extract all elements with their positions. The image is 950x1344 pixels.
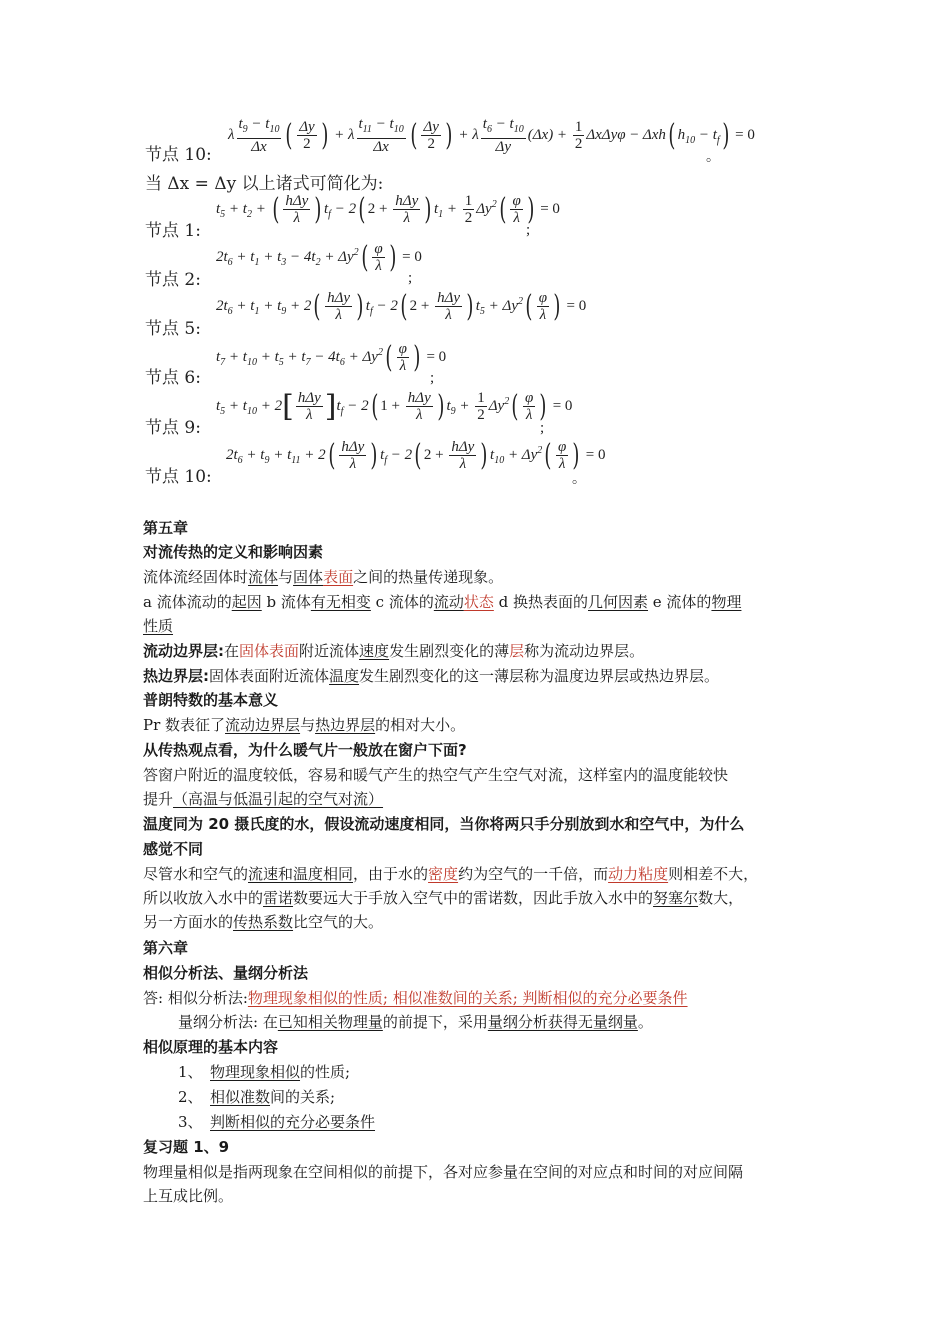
review-answer-line-1: 物理量相似是指两现象在空间相似的前提下，各对应参量在空间的对应点和时间的对应间隔	[143, 1163, 744, 1181]
answer-4-line-1: 尽管水和空气的流速和温度相同，由于水的密度约为空气的一千倍，而动力粘度则相差不大，	[143, 865, 759, 883]
equation-node-6: $t_7 + t_{10} + t_5 + t_7 - 4t_6 + \Delta y^2$( $\frac{\varphi}{\lambda}$ ) = 0	[216, 340, 447, 375]
principle-item-2: 2、 相似准数间的关系;	[178, 1088, 336, 1106]
influence-factors-cont: 性质	[143, 617, 174, 635]
equation-node-10-full: λ $\frac{t_9 - t_{10}}{\Delta x}$ ( $\frac{\Delta y}{2}$ ) + λ $\frac{t_{11} - t_{10}}{\Delta x}$ ( $\frac{\Delta y}{2}$ ) + λ $\frac{t_6 - t_{10}}{\Delta y}$ (Δx) + $\frac{1}{2}$ ΔxΔyφ − Δxh( $h_{10} - t_f) = 0$	[228, 116, 755, 155]
ch5-question-4-line-2: 感觉不同	[143, 840, 204, 858]
chapter-5-title: 第五章	[143, 519, 189, 537]
node-6-label: 节点 6:	[145, 368, 201, 388]
influence-factors: a 流体流动的起因 b 流体有无相变 c 流体的流动状态 d 换热表面的几何因素 e 流体的物理	[143, 593, 742, 611]
review-answer-line-2: 上互成比例。	[143, 1187, 234, 1205]
node-10-label: 节点 10:	[145, 145, 212, 165]
node-1-label: 节点 1:	[145, 221, 201, 241]
ch6-question-1: 相似分析法、量纲分析法	[143, 964, 309, 982]
answer-3-line-2: 提升（高温与低温引起的空气对流）	[143, 790, 384, 808]
ch6-question-2: 相似原理的基本内容	[143, 1038, 279, 1056]
equation-node-9: $t_5 + t_{10} + 2$[ $\frac{\text{hΔy}}{\lambda}$ ]$t_f - 2$( 1 + $\frac{\text{hΔy}}{\lambda}$ ) $t_9$ + $\frac{1}{2}$ $\Delta y^2$( $\frac{\varphi}{\lambda}$ ) = 0	[216, 389, 573, 424]
ch5-question-1: 对流传热的定义和影响因素	[143, 543, 324, 561]
document-page: 节点 10: λ $\frac{t_9 - t_{10}}{\Delta x}$ ( $\frac{\Delta y}{2}$ ) + λ $\frac{t_{11} - t_{10}}{\Delta x}$ ( $\frac{\Delta y}{2}$ ) + λ $\frac{t_6 - t_{10}}{\Delta y}$ (Δx) + $\frac{1}{2}$ ΔxΔyφ − Δxh( $h_{10} - t_f) = 0$ 。 当 Δx = Δy 以上诸式可简化为: 节点 1: $t_5 + t_2$ + ( $\frac{\text{hΔy}}{\lambda}$ ) $t_f - 2$( 2 + $\frac{\text{hΔy}}{\lambda}$ ) $t_1$ + $\frac{1}{2}$ $\Delta y^2$( $\frac{\varphi}{\lambda}$ ) = 0 ; 节点 2: $2t_6 + t_1 + t_3 - 4t_2 + \Delta y^2$( $\frac{\varphi}{\lambda}$ ) = 0 ; 节点 5: $2t_6 + t_1 + t_9 + 2$( $\frac{\text{hΔy}}{\lambda}$ ) $t_f - 2$( 2 + $\frac{\text{hΔy}}{\lambda}$ ) $t_5 + \Delta y^2$( $\frac{\varphi}{\lambda}$ ) = 0 节点 6: $t_7 + t_{10} + t_5 + t_7 - 4t_6 + \Delta y^2$( $\frac{\varphi}{\lambda}$ ) = 0 ; 节点 9: $t_5 + t_{10} + 2$[ $\frac{\text{hΔy}}{\lambda}$ ]$t_f - 2$( 1 + $\frac{\text{hΔy}}{\lambda}$ ) $t_9$ + $\frac{1}{2}$ $\Delta y^2$( $\frac{\varphi}{\lambda}$ ) = 0 ; 节点 10: $2t_6 + t_9 + t_{11} + 2$( $\frac{\text{hΔy}}{\lambda}$ ) $t_f - 2$( 2 + $\frac{\text{hΔy}}{\lambda}$ ) $t_{10} + \Delta y^2$( $\frac{\varphi}{\lambda}$ ) = 0 。 第五章 对流传热的定义和影响因素 流体流经固体时流体与固体表面之间的热量传递现象。 a 流体流动的起因 b 流体有无相变 c 流体的流动状态 d 换热表面的几何因素 e 流体的物理 性质 流动边界层:在固体表面附近流体速度发生剧烈变化的薄层称为流动边界层。 热边界层:固体表面附近流体温度发生剧烈变化的这一薄层称为温度边界层或热边界层。 普朗特数的基本意义 Pr 数表征了流动边界层与热边界层的相对大小。 从传热观点看，为什么暖气片一般放在窗户下面? 答窗户附近的温度较低，容易和暖气产生的热空气产生空气对流，这样室内的温度能较快 提升（高温与低温引起的空气对流） 温度同为 20 摄氏度的水，假设流动速度相同，当你将两只手分别放到水和空气中，为什么 感觉不同 尽管水和空气的流速和温度相同，由于水的密度约为空气的一千倍，而动力粘度则相差不大， 所以收放入水中的雷诺数要远大于手放入空气中的雷诺数，因此手放入水中的努塞尔数大， 另一方面水的传热系数比空气的大。 第六章 相似分析法、量纲分析法 答: 相似分析法:物理现象相似的性质; 相似准数间的关系; 判断相似的充分必要条件 量纲分析法: 在已知相关物理量的前提下，采用量纲分析获得无量纲量。 相似原理的基本内容 1、 物理现象相似的性质; 2、 相似准数间的关系; 3、 判断相似的充分必要条件 复习题 1、9 物理量相似是指两现象在空间相似的前提下，各对应参量在空间的对应点和时间的对应间隔 上互成比例。	[0, 0, 950, 1344]
principle-item-3: 3、 判断相似的充分必要条件	[178, 1113, 376, 1131]
thermal-boundary-layer: 热边界层:固体表面附近流体温度发生剧烈变化的这一薄层称为温度边界层或热边界层。	[143, 667, 720, 685]
equation-node-10-simplified: $2t_6 + t_9 + t_{11} + 2$( $\frac{\text{hΔy}}{\lambda}$ ) $t_f - 2$( 2 + $\frac{\text{hΔy}}{\lambda}$ ) $t_{10} + \Delta y^2$( $\frac{\varphi}{\lambda}$ ) = 0	[226, 438, 606, 473]
node-2-label: 节点 2:	[145, 270, 201, 290]
ch5-question-2: 普朗特数的基本意义	[143, 691, 279, 709]
ch5-question-4-line-1: 温度同为 20 摄氏度的水，假设流动速度相同，当你将两只手分别放到水和空气中，为什么	[143, 815, 745, 833]
answer-4-line-2: 所以收放入水中的雷诺数要远大于手放入空气中的雷诺数，因此手放入水中的努塞尔数大，	[143, 889, 744, 907]
simplify-note: 当 Δx = Δy 以上诸式可简化为:	[145, 174, 384, 194]
convection-definition: 流体流经固体时流体与固体表面之间的热量传递现象。	[143, 568, 504, 586]
prandtl-meaning: Pr 数表征了流动边界层与热边界层的相对大小。	[143, 716, 466, 734]
equation-node-2: $2t_6 + t_1 + t_3 - 4t_2 + \Delta y^2$( $\frac{\varphi}{\lambda}$ ) = 0	[216, 240, 422, 275]
answer-3-line-1: 答窗户附近的温度较低，容易和暖气产生的热空气产生空气对流，这样室内的温度能较快	[143, 766, 729, 784]
similarity-analysis: 答: 相似分析法:物理现象相似的性质; 相似准数间的关系; 判断相似的充分必要条件	[143, 989, 688, 1007]
dimensional-analysis: 量纲分析法: 在已知相关物理量的前提下，采用量纲分析获得无量纲量。	[178, 1013, 653, 1031]
chapter-6-title: 第六章	[143, 939, 189, 957]
equation-node-5: $2t_6 + t_1 + t_9 + 2$( $\frac{\text{hΔy}}{\lambda}$ ) $t_f - 2$( 2 + $\frac{\text{hΔy}}{\lambda}$ ) $t_5 + \Delta y^2$( $\frac{\varphi}{\lambda}$ ) = 0	[216, 289, 587, 324]
answer-4-line-3: 另一方面水的传热系数比空气的大。	[143, 913, 384, 931]
node-5-label: 节点 5:	[145, 319, 201, 339]
node-10b-label: 节点 10:	[145, 467, 212, 487]
equation-node-1: $t_5 + t_2$ + ( $\frac{\text{hΔy}}{\lambda}$ ) $t_f - 2$( 2 + $\frac{\text{hΔy}}{\lambda}$ ) $t_1$ + $\frac{1}{2}$ $\Delta y^2$( $\frac{\varphi}{\lambda}$ ) = 0	[216, 192, 560, 227]
ch5-question-3: 从传热观点看，为什么暖气片一般放在窗户下面?	[143, 741, 467, 759]
flow-boundary-layer: 流动边界层:在固体表面附近流体速度发生剧烈变化的薄层称为流动边界层。	[143, 642, 645, 660]
node-9-label: 节点 9:	[145, 418, 201, 438]
principle-item-1: 1、 物理现象相似的性质;	[178, 1063, 351, 1081]
ch6-question-3: 复习题 1、9	[143, 1138, 230, 1156]
